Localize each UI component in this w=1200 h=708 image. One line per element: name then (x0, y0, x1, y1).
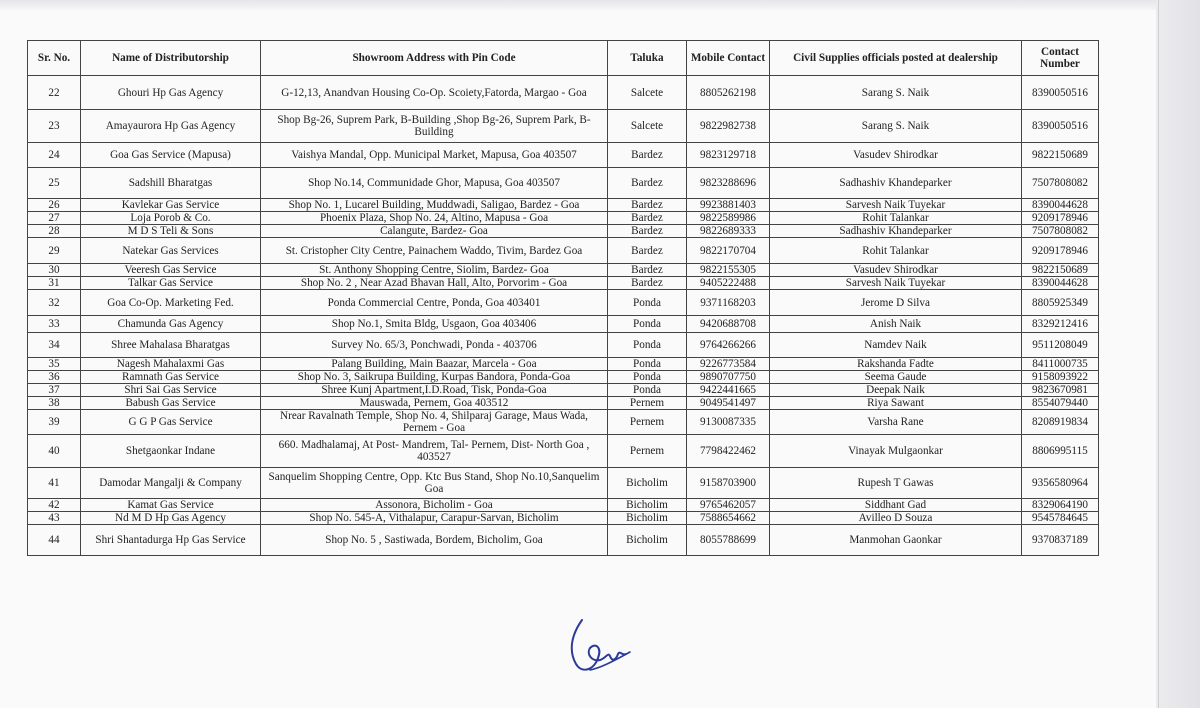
cell-mobile: 9823288696 (687, 168, 770, 199)
cell-sr-no: 28 (28, 225, 81, 238)
cell-distributorship: Amayaurora Hp Gas Agency (81, 110, 261, 143)
cell-distributorship: Kavlekar Gas Service (81, 199, 261, 212)
header-address: Showroom Address with Pin Code (261, 41, 608, 76)
header-official: Civil Supplies officials posted at dealership (770, 41, 1022, 76)
cell-taluka: Ponda (608, 290, 687, 316)
cell-distributorship: Nd M D Hp Gas Agency (81, 512, 261, 525)
cell-mobile: 9764266266 (687, 333, 770, 358)
cell-sr-no: 43 (28, 512, 81, 525)
cell-sr-no: 35 (28, 358, 81, 371)
cell-distributorship: Damodar Mangalji & Company (81, 468, 261, 499)
cell-sr-no: 30 (28, 264, 81, 277)
cell-taluka: Ponda (608, 384, 687, 397)
table-row (28, 290, 1099, 316)
cell-contact: 8208919834 (1022, 410, 1099, 435)
cell-address: Shop Bg-26, Suprem Park, B-Building ,Shop Bg-26, Suprem Park, B-Building (261, 110, 608, 143)
cell-mobile: 9405222488 (687, 277, 770, 290)
table-row (28, 499, 1099, 512)
table-row (28, 435, 1099, 468)
page-edge (1156, 0, 1200, 708)
header-mobile: Mobile Contact (687, 41, 770, 76)
cell-sr-no: 37 (28, 384, 81, 397)
cell-contact: 7507808082 (1022, 225, 1099, 238)
cell-distributorship: Talkar Gas Service (81, 277, 261, 290)
table-row (28, 468, 1099, 499)
table-header-row (28, 41, 1099, 76)
cell-distributorship: Kamat Gas Service (81, 499, 261, 512)
cell-sr-no: 38 (28, 397, 81, 410)
cell-distributorship: M D S Teli & Sons (81, 225, 261, 238)
cell-contact: 8390044628 (1022, 199, 1099, 212)
cell-taluka: Pernem (608, 410, 687, 435)
table-row (28, 110, 1099, 143)
cell-contact: 8554079440 (1022, 397, 1099, 410)
cell-official: Jerome D Silva (770, 290, 1022, 316)
cell-address: Assonora, Bicholim - Goa (261, 499, 608, 512)
signature-mark (560, 612, 640, 682)
cell-taluka: Bicholim (608, 468, 687, 499)
cell-taluka: Bardez (608, 238, 687, 264)
cell-sr-no: 44 (28, 525, 81, 556)
cell-mobile: 9822589986 (687, 212, 770, 225)
cell-contact: 8329212416 (1022, 316, 1099, 333)
cell-distributorship: G G P Gas Service (81, 410, 261, 435)
cell-distributorship: Shree Mahalasa Bharatgas (81, 333, 261, 358)
cell-contact: 8806995115 (1022, 435, 1099, 468)
cell-address: Calangute, Bardez- Goa (261, 225, 608, 238)
cell-taluka: Ponda (608, 333, 687, 358)
cell-address: Shree Kunj Apartment,I.D.Road, Tisk, Ponda-Goa (261, 384, 608, 397)
cell-contact: 8390050516 (1022, 76, 1099, 110)
cell-sr-no: 40 (28, 435, 81, 468)
cell-mobile: 9049541497 (687, 397, 770, 410)
cell-distributorship: Shri Shantadurga Hp Gas Service (81, 525, 261, 556)
cell-contact: 7507808082 (1022, 168, 1099, 199)
cell-distributorship: Sadshill Bharatgas (81, 168, 261, 199)
cell-official: Anish Naik (770, 316, 1022, 333)
cell-taluka: Bicholim (608, 525, 687, 556)
cell-address: Shop No.14, Communidade Ghor, Mapusa, Goa 403507 (261, 168, 608, 199)
cell-contact: 9158093922 (1022, 371, 1099, 384)
table-row (28, 371, 1099, 384)
cell-address: Sanquelim Shopping Centre, Opp. Ktc Bus Stand, Shop No.10,Sanquelim Goa (261, 468, 608, 499)
cell-contact: 9822150689 (1022, 143, 1099, 168)
cell-official: Sarang S. Naik (770, 110, 1022, 143)
cell-sr-no: 25 (28, 168, 81, 199)
cell-mobile: 9226773584 (687, 358, 770, 371)
table-row (28, 512, 1099, 525)
cell-sr-no: 36 (28, 371, 81, 384)
cell-official: Seema Gaude (770, 371, 1022, 384)
cell-sr-no: 26 (28, 199, 81, 212)
cell-taluka: Ponda (608, 358, 687, 371)
cell-mobile: 9765462057 (687, 499, 770, 512)
cell-mobile: 9422441665 (687, 384, 770, 397)
cell-official: Rohit Talankar (770, 212, 1022, 225)
table-row (28, 225, 1099, 238)
cell-official: Sarvesh Naik Tuyekar (770, 277, 1022, 290)
cell-sr-no: 23 (28, 110, 81, 143)
cell-mobile: 9420688708 (687, 316, 770, 333)
cell-address: Survey No. 65/3, Ponchwadi, Ponda - 403706 (261, 333, 608, 358)
cell-sr-no: 39 (28, 410, 81, 435)
cell-sr-no: 32 (28, 290, 81, 316)
cell-mobile: 8055788699 (687, 525, 770, 556)
cell-address: Shop No.1, Smita Bldg, Usgaon, Goa 403406 (261, 316, 608, 333)
cell-address: Shop No. 1, Lucarel Building, Muddwadi, Saligao, Bardez - Goa (261, 199, 608, 212)
cell-contact: 9209178946 (1022, 212, 1099, 225)
cell-official: Sarvesh Naik Tuyekar (770, 199, 1022, 212)
table-row (28, 333, 1099, 358)
cell-sr-no: 34 (28, 333, 81, 358)
cell-distributorship: Shri Sai Gas Service (81, 384, 261, 397)
cell-official: Siddhant Gad (770, 499, 1022, 512)
table-row (28, 238, 1099, 264)
cell-address: Palang Building, Main Baazar, Marcela - Goa (261, 358, 608, 371)
cell-official: Sadhashiv Khandeparker (770, 168, 1022, 199)
cell-mobile: 9822170704 (687, 238, 770, 264)
table-row (28, 525, 1099, 556)
table-row (28, 384, 1099, 397)
cell-contact: 9823670981 (1022, 384, 1099, 397)
cell-taluka: Bardez (608, 225, 687, 238)
cell-distributorship: Veeresh Gas Service (81, 264, 261, 277)
cell-contact: 9511208049 (1022, 333, 1099, 358)
header-sr-no: Sr. No. (28, 41, 81, 76)
cell-taluka: Bardez (608, 143, 687, 168)
cell-sr-no: 41 (28, 468, 81, 499)
cell-taluka: Bardez (608, 277, 687, 290)
cell-taluka: Ponda (608, 371, 687, 384)
cell-mobile: 9890707750 (687, 371, 770, 384)
cell-address: Ponda Commercial Centre, Ponda, Goa 403401 (261, 290, 608, 316)
cell-contact: 8329064190 (1022, 499, 1099, 512)
table-row (28, 264, 1099, 277)
cell-mobile: 7798422462 (687, 435, 770, 468)
cell-mobile: 9158703900 (687, 468, 770, 499)
cell-sr-no: 31 (28, 277, 81, 290)
header-taluka: Taluka (608, 41, 687, 76)
cell-official: Namdev Naik (770, 333, 1022, 358)
cell-taluka: Salcete (608, 110, 687, 143)
table-body (28, 76, 1099, 556)
cell-taluka: Salcete (608, 76, 687, 110)
cell-official: Vinayak Mulgaonkar (770, 435, 1022, 468)
cell-sr-no: 22 (28, 76, 81, 110)
cell-address: Phoenix Plaza, Shop No. 24, Altino, Mapusa - Goa (261, 212, 608, 225)
cell-taluka: Ponda (608, 316, 687, 333)
cell-contact: 8390044628 (1022, 277, 1099, 290)
cell-official: Riya Sawant (770, 397, 1022, 410)
cell-official: Manmohan Gaonkar (770, 525, 1022, 556)
cell-taluka: Bicholim (608, 499, 687, 512)
table-row (28, 316, 1099, 333)
table-row (28, 397, 1099, 410)
cell-taluka: Bardez (608, 199, 687, 212)
header-contact: Contact Number (1022, 41, 1099, 76)
cell-official: Sarang S. Naik (770, 76, 1022, 110)
cell-address: Shop No. 545-A, Vithalapur, Carapur-Sarvan, Bicholim (261, 512, 608, 525)
cell-mobile: 7588654662 (687, 512, 770, 525)
cell-taluka: Bardez (608, 264, 687, 277)
cell-contact: 9209178946 (1022, 238, 1099, 264)
cell-taluka: Bicholim (608, 512, 687, 525)
cell-mobile: 8805262198 (687, 76, 770, 110)
cell-contact: 8805925349 (1022, 290, 1099, 316)
cell-address: Mauswada, Pernem, Goa 403512 (261, 397, 608, 410)
table-row (28, 410, 1099, 435)
cell-taluka: Bardez (608, 212, 687, 225)
cell-sr-no: 27 (28, 212, 81, 225)
cell-official: Varsha Rane (770, 410, 1022, 435)
cell-sr-no: 33 (28, 316, 81, 333)
cell-taluka: Pernem (608, 435, 687, 468)
cell-mobile: 9823129718 (687, 143, 770, 168)
cell-contact: 9356580964 (1022, 468, 1099, 499)
cell-official: Rakshanda Fadte (770, 358, 1022, 371)
cell-official: Deepak Naik (770, 384, 1022, 397)
cell-address: Nrear Ravalnath Temple, Shop No. 4, Shilparaj Garage, Maus Wada, Pernem - Goa (261, 410, 608, 435)
cell-official: Rupesh T Gawas (770, 468, 1022, 499)
cell-contact: 9545784645 (1022, 512, 1099, 525)
cell-distributorship: Babush Gas Service (81, 397, 261, 410)
cell-taluka: Pernem (608, 397, 687, 410)
cell-mobile: 9822155305 (687, 264, 770, 277)
cell-distributorship: Ramnath Gas Service (81, 371, 261, 384)
header-distributorship: Name of Distributorship (81, 41, 261, 76)
cell-mobile: 9923881403 (687, 199, 770, 212)
table-row (28, 212, 1099, 225)
table-row (28, 143, 1099, 168)
table-row (28, 76, 1099, 110)
table-row (28, 358, 1099, 371)
cell-distributorship: Loja Porob & Co. (81, 212, 261, 225)
cell-contact: 9370837189 (1022, 525, 1099, 556)
cell-official: Sadhashiv Khandeparker (770, 225, 1022, 238)
cell-distributorship: Natekar Gas Services (81, 238, 261, 264)
cell-distributorship: Chamunda Gas Agency (81, 316, 261, 333)
page-edge-line (1158, 0, 1159, 708)
table-row (28, 168, 1099, 199)
table-row (28, 277, 1099, 290)
cell-sr-no: 42 (28, 499, 81, 512)
cell-address: 660. Madhalamaj, At Post- Mandrem, Tal- Pernem, Dist- North Goa , 403527 (261, 435, 608, 468)
cell-official: Avilleo D Souza (770, 512, 1022, 525)
cell-contact: 8411000735 (1022, 358, 1099, 371)
cell-mobile: 9822689333 (687, 225, 770, 238)
cell-official: Vasudev Shirodkar (770, 264, 1022, 277)
cell-address: St. Cristopher City Centre, Painachem Waddo, Tivim, Bardez Goa (261, 238, 608, 264)
cell-address: Shop No. 5 , Sastiwada, Bordem, Bicholim, Goa (261, 525, 608, 556)
cell-address: St. Anthony Shopping Centre, Siolim, Bardez- Goa (261, 264, 608, 277)
cell-address: Vaishya Mandal, Opp. Municipal Market, Mapusa, Goa 403507 (261, 143, 608, 168)
cell-distributorship: Nagesh Mahalaxmi Gas (81, 358, 261, 371)
cell-mobile: 9371168203 (687, 290, 770, 316)
page-top-fold (0, 0, 1200, 10)
cell-taluka: Bardez (608, 168, 687, 199)
cell-address: Shop No. 2 , Near Azad Bhavan Hall, Alto, Porvorim - Goa (261, 277, 608, 290)
cell-sr-no: 29 (28, 238, 81, 264)
cell-distributorship: Goa Gas Service (Mapusa) (81, 143, 261, 168)
cell-official: Vasudev Shirodkar (770, 143, 1022, 168)
cell-contact: 8390050516 (1022, 110, 1099, 143)
cell-contact: 9822150689 (1022, 264, 1099, 277)
cell-mobile: 9130087335 (687, 410, 770, 435)
cell-distributorship: Shetgaonkar Indane (81, 435, 261, 468)
table-row (28, 199, 1099, 212)
cell-official: Rohit Talankar (770, 238, 1022, 264)
cell-address: G-12,13, Anandvan Housing Co-Op. Scoiety,Fatorda, Margao - Goa (261, 76, 608, 110)
cell-sr-no: 24 (28, 143, 81, 168)
cell-mobile: 9822982738 (687, 110, 770, 143)
distributor-table (27, 40, 1099, 556)
cell-distributorship: Goa Co-Op. Marketing Fed. (81, 290, 261, 316)
cell-distributorship: Ghouri Hp Gas Agency (81, 76, 261, 110)
cell-address: Shop No. 3, Saikrupa Building, Kurpas Bandora, Ponda-Goa (261, 371, 608, 384)
